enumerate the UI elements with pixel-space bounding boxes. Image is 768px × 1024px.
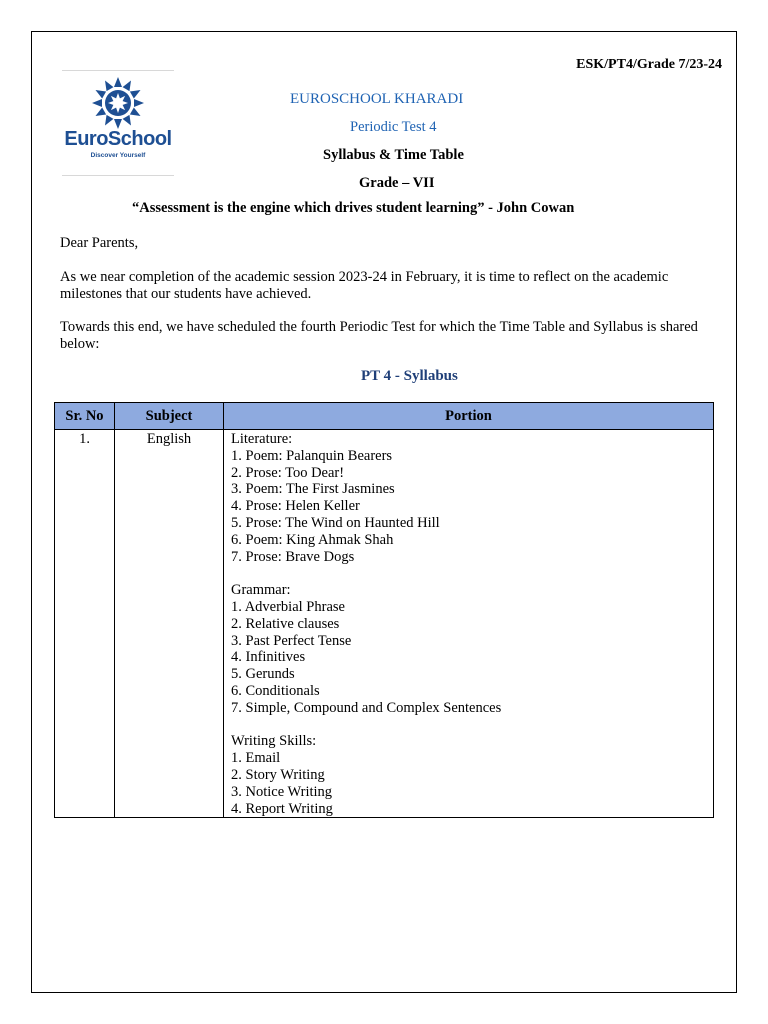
column-header-subject: Subject [115, 403, 224, 430]
portion-cell [224, 430, 714, 818]
star-emblem-icon [89, 75, 147, 131]
document-code: ESK/PT4/Grade 7/23-24 [576, 57, 722, 72]
sr-no-cell: 1. [55, 430, 115, 818]
test-name: Periodic Test 4 [350, 119, 437, 135]
group-heading: Grammar: [231, 582, 291, 599]
list-item: 1. Adverbial Phrase [231, 598, 345, 615]
list-item: 3. Poem: The First Jasmines [231, 481, 395, 498]
list-item: 5. Prose: The Wind on Haunted Hill [231, 514, 440, 531]
list-item: 5. Gerunds [231, 666, 295, 683]
list-item: 3. Notice Writing [231, 783, 333, 800]
group-heading: Writing Skills: [231, 733, 317, 750]
syllabus-table [54, 402, 714, 818]
list-item: 4. Infinitives [231, 649, 306, 666]
list-item: 3. Past Perfect Tense [231, 632, 352, 649]
column-header-portion: Portion [224, 403, 714, 430]
list-item: 4. Report Writing [231, 800, 333, 817]
letter-paragraph-2: Towards this end, we have scheduled the fourth Periodic Test for which the Time Table and Syllabus is shared below: [60, 319, 698, 352]
salutation: Dear Parents, [60, 235, 139, 251]
column-header-sr-no: Sr. No [55, 403, 115, 430]
list-item: 7. Prose: Brave Dogs [231, 548, 355, 565]
list-item: 7. Simple, Compound and Complex Sentences [231, 699, 502, 716]
quote: “Assessment is the engine which drives student learning” - John Cowan [132, 200, 575, 216]
portion-group-writing-skills [231, 733, 713, 817]
list-item: 2. Relative clauses [231, 615, 340, 632]
portion-group-grammar [231, 582, 713, 716]
school-logo [62, 70, 174, 176]
list-item: 2. Prose: Too Dear! [231, 464, 345, 481]
subject-cell: English [115, 430, 224, 818]
list-item: 6. Conditionals [231, 682, 320, 699]
table-row [55, 430, 714, 818]
school-name: EUROSCHOOL KHARADI [290, 91, 464, 107]
portion-group-literature [231, 431, 713, 565]
list-item: 6. Poem: King Ahmak Shah [231, 531, 394, 548]
logo-tagline: Discover Yourself [90, 152, 146, 159]
syllabus-title: PT 4 - Syllabus [361, 368, 458, 384]
logo-name: EuroSchool [64, 128, 172, 150]
letter-paragraph-1: As we near completion of the academic session 2023-24 in February, it is time to reflect on the academic milestones that our students have achieved. [60, 269, 669, 302]
grade-label: Grade – VII [359, 175, 435, 191]
group-heading: Literature: [231, 431, 293, 447]
table-header-row [55, 403, 714, 430]
list-item: 4. Prose: Helen Keller [231, 498, 360, 515]
document-title: Syllabus & Time Table [323, 147, 464, 163]
list-item: 1. Email [231, 750, 281, 767]
list-item: 1. Poem: Palanquin Bearers [231, 447, 393, 464]
list-item: 2. Story Writing [231, 766, 325, 783]
